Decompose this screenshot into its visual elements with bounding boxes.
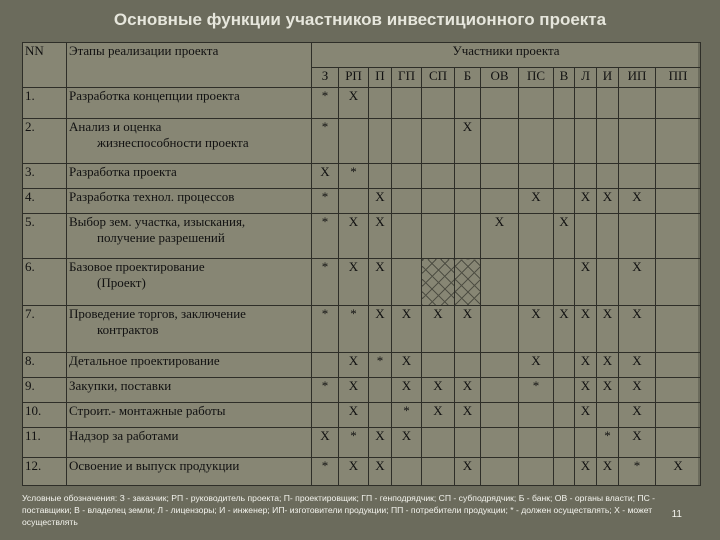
stage-label: Базовое проектирование (69, 259, 205, 275)
stage-label: Разработка технол. процессов (69, 189, 235, 205)
mark-cell: Х (339, 88, 369, 119)
mark-cell (519, 164, 554, 189)
mark-cell (369, 378, 392, 403)
mark-cell: Х (455, 306, 481, 353)
mark-cell (481, 457, 519, 485)
mark-cell: Х (455, 403, 481, 428)
col-header: Л (575, 68, 597, 88)
mark-cell (422, 214, 455, 259)
stage-label: Закупки, поставки (69, 378, 172, 394)
mark-cell (422, 457, 455, 485)
mark-cell: * (392, 403, 422, 428)
mark-cell (619, 164, 656, 189)
mark-cell (369, 164, 392, 189)
stage-cell (67, 259, 312, 306)
col-header: В (554, 68, 575, 88)
mark-cell: * (312, 306, 339, 353)
row-number: 9. (23, 378, 67, 403)
col-header: П (369, 68, 392, 88)
mark-cell (656, 88, 701, 119)
row-number: 6. (23, 259, 67, 306)
mark-cell (455, 428, 481, 457)
stage-cell (67, 164, 312, 189)
table-row (23, 119, 701, 164)
stage-label: Выбор зем. участка, изыскания, (69, 214, 246, 230)
mark-cell: * (312, 189, 339, 214)
mark-cell: Х (519, 353, 554, 378)
mark-cell (554, 457, 575, 485)
stage-label: (Проект) (97, 275, 146, 291)
mark-cell: Х (455, 119, 481, 164)
stage-cell (67, 353, 312, 378)
mark-cell (575, 428, 597, 457)
stage-cell (67, 306, 312, 353)
mark-cell: * (312, 378, 339, 403)
mark-cell: Х (339, 403, 369, 428)
col-header: ИП (619, 68, 656, 88)
functions-table (22, 42, 701, 486)
mark-cell: * (519, 378, 554, 403)
mark-cell (481, 164, 519, 189)
stage-label: Строит.- монтажные работы (69, 403, 226, 419)
mark-cell (554, 403, 575, 428)
stage-label: Разработка проекта (69, 164, 177, 180)
mark-cell (519, 88, 554, 119)
mark-cell (597, 164, 619, 189)
mark-cell: Х (455, 457, 481, 485)
mark-cell: Х (369, 306, 392, 353)
mark-cell (575, 88, 597, 119)
mark-cell (312, 403, 339, 428)
mark-cell (519, 214, 554, 259)
stage-cell (67, 214, 312, 259)
table-row (23, 428, 701, 457)
table-row (23, 403, 701, 428)
mark-cell (481, 403, 519, 428)
mark-cell: * (312, 259, 339, 306)
mark-cell (656, 306, 701, 353)
mark-cell (481, 378, 519, 403)
row-number: 7. (23, 306, 67, 353)
mark-cell: Х (575, 378, 597, 403)
stage-cell (67, 457, 312, 485)
mark-cell (455, 164, 481, 189)
mark-cell (392, 119, 422, 164)
mark-cell (597, 88, 619, 119)
mark-cell (481, 428, 519, 457)
mark-cell: Х (575, 353, 597, 378)
mark-cell (597, 403, 619, 428)
header-nn: NN (23, 43, 67, 88)
table-row (23, 214, 701, 259)
mark-cell: Х (392, 306, 422, 353)
table-row (23, 259, 701, 306)
table-row (23, 457, 701, 485)
mark-cell: Х (554, 306, 575, 353)
mark-cell (519, 457, 554, 485)
mark-cell: * (619, 457, 656, 485)
mark-cell (312, 353, 339, 378)
mark-cell: Х (554, 214, 575, 259)
row-number: 8. (23, 353, 67, 378)
mark-cell: Х (519, 306, 554, 353)
mark-cell (597, 214, 619, 259)
mark-cell (519, 119, 554, 164)
mark-cell: Х (392, 353, 422, 378)
mark-cell (554, 88, 575, 119)
row-number: 11. (23, 428, 67, 457)
mark-cell: Х (575, 306, 597, 353)
stage-cell (67, 88, 312, 119)
mark-cell: Х (369, 214, 392, 259)
mark-cell: Х (339, 457, 369, 485)
col-header: ГП (392, 68, 422, 88)
col-header: ПС (519, 68, 554, 88)
header-stages: Этапы реализации проекта (67, 43, 312, 88)
mark-cell: * (369, 353, 392, 378)
mark-cell: * (339, 428, 369, 457)
mark-cell: Х (597, 306, 619, 353)
mark-cell: Х (369, 259, 392, 306)
mark-cell: * (312, 214, 339, 259)
stage-cell (67, 403, 312, 428)
mark-cell (422, 88, 455, 119)
table-row (23, 306, 701, 353)
row-number: 1. (23, 88, 67, 119)
mark-cell (619, 119, 656, 164)
table-row (23, 353, 701, 378)
stage-label: контрактов (97, 322, 159, 338)
mark-cell (619, 88, 656, 119)
mark-cell (519, 403, 554, 428)
mark-cell: Х (575, 457, 597, 485)
stage-label: Проведение торгов, заключение (69, 306, 246, 322)
col-header: З (312, 68, 339, 88)
mark-cell (422, 353, 455, 378)
mark-cell (656, 214, 701, 259)
mark-cell (575, 119, 597, 164)
mark-cell: * (339, 306, 369, 353)
mark-cell: Х (575, 259, 597, 306)
stage-label: Освоение и выпуск продукции (69, 457, 240, 473)
mark-cell: Х (619, 378, 656, 403)
mark-cell: Х (339, 214, 369, 259)
mark-cell (455, 88, 481, 119)
mark-cell (554, 428, 575, 457)
mark-cell: Х (619, 428, 656, 457)
mark-cell (554, 189, 575, 214)
mark-cell: Х (575, 403, 597, 428)
row-number: 4. (23, 189, 67, 214)
mark-cell (656, 378, 701, 403)
mark-cell (554, 259, 575, 306)
table-row (23, 189, 701, 214)
mark-cell (455, 259, 481, 306)
stage-label: Надзор за работами (69, 428, 179, 444)
mark-cell (554, 119, 575, 164)
mark-cell (554, 378, 575, 403)
mark-cell (422, 119, 455, 164)
stage-label: жизнеспособности проекта (97, 135, 249, 151)
mark-cell (597, 119, 619, 164)
row-number: 2. (23, 119, 67, 164)
mark-cell (656, 119, 701, 164)
mark-cell (656, 403, 701, 428)
mark-cell: Х (656, 457, 701, 485)
mark-cell: Х (392, 378, 422, 403)
mark-cell (422, 189, 455, 214)
stage-label: получение разрешений (97, 230, 225, 246)
mark-cell (369, 403, 392, 428)
mark-cell: * (312, 119, 339, 164)
col-header: ОВ (481, 68, 519, 88)
mark-cell (554, 164, 575, 189)
mark-cell: Х (312, 164, 339, 189)
mark-cell: Х (392, 428, 422, 457)
stage-cell (67, 189, 312, 214)
mark-cell (519, 259, 554, 306)
mark-cell (481, 306, 519, 353)
mark-cell (481, 189, 519, 214)
mark-cell: Х (422, 403, 455, 428)
mark-cell (656, 353, 701, 378)
mark-cell: * (312, 88, 339, 119)
mark-cell (422, 164, 455, 189)
mark-cell: Х (619, 189, 656, 214)
mark-cell: Х (422, 378, 455, 403)
mark-cell: Х (339, 353, 369, 378)
mark-cell (656, 164, 701, 189)
mark-cell: Х (619, 259, 656, 306)
header-participants: Участники проекта (312, 43, 701, 68)
stage-label: Анализ и оценка (69, 119, 162, 135)
mark-cell: Х (597, 457, 619, 485)
functions-table-wrap (22, 42, 698, 486)
stage-cell (67, 428, 312, 457)
mark-cell: Х (519, 189, 554, 214)
mark-cell (481, 259, 519, 306)
mark-cell (554, 353, 575, 378)
mark-cell: Х (597, 189, 619, 214)
mark-cell: Х (339, 259, 369, 306)
legend-notes: Условные обозначения: З - заказчик; РП - руководитель проекта; П- проектировщик; ГП - генподрядчик; СП - субподрядчик; Б - банк; ОВ - органы власти; ПС - поставщики; В - владелец земли; Л - лицензоры; И - инженер; ИП- изготовители продукции; ПП - потребители продукции; * - должен осуществлять; Х - может осуществлять (22, 493, 656, 527)
mark-cell (369, 88, 392, 119)
table-row (23, 164, 701, 189)
mark-cell (392, 457, 422, 485)
mark-cell: Х (369, 457, 392, 485)
mark-cell (422, 259, 455, 306)
mark-cell (369, 119, 392, 164)
slide-title: Основные функции участников инвестиционного проекта (113, 10, 607, 29)
mark-cell: Х (455, 378, 481, 403)
mark-cell: * (597, 428, 619, 457)
mark-cell (422, 428, 455, 457)
mark-cell (392, 88, 422, 119)
mark-cell (339, 189, 369, 214)
stage-label: Детальное проектирование (69, 353, 220, 369)
mark-cell (392, 164, 422, 189)
stage-cell (67, 378, 312, 403)
mark-cell (481, 353, 519, 378)
mark-cell (597, 259, 619, 306)
mark-cell (575, 164, 597, 189)
row-number: 12. (23, 457, 67, 485)
mark-cell: Х (422, 306, 455, 353)
stage-label: Разработка концепции проекта (69, 88, 240, 103)
mark-cell (619, 214, 656, 259)
mark-cell: * (339, 164, 369, 189)
mark-cell (339, 119, 369, 164)
mark-cell: Х (619, 306, 656, 353)
mark-cell: Х (369, 428, 392, 457)
mark-cell: Х (369, 189, 392, 214)
mark-cell (656, 259, 701, 306)
table-row (23, 88, 701, 119)
col-header: Б (455, 68, 481, 88)
mark-cell (392, 214, 422, 259)
mark-cell (392, 259, 422, 306)
mark-cell: Х (575, 189, 597, 214)
mark-cell: Х (597, 353, 619, 378)
mark-cell: Х (619, 403, 656, 428)
mark-cell (455, 189, 481, 214)
mark-cell (656, 189, 701, 214)
col-header: СП (422, 68, 455, 88)
col-header: ПП (656, 68, 701, 88)
mark-cell: Х (339, 378, 369, 403)
mark-cell: * (312, 457, 339, 485)
mark-cell (392, 189, 422, 214)
mark-cell: Х (619, 353, 656, 378)
row-number: 10. (23, 403, 67, 428)
mark-cell (481, 119, 519, 164)
mark-cell: Х (481, 214, 519, 259)
table-row (23, 378, 701, 403)
mark-cell (455, 214, 481, 259)
mark-cell: Х (312, 428, 339, 457)
stage-cell (67, 119, 312, 164)
mark-cell (656, 428, 701, 457)
row-number: 5. (23, 214, 67, 259)
mark-cell (519, 428, 554, 457)
row-number: 3. (23, 164, 67, 189)
col-header: И (597, 68, 619, 88)
table-body (23, 88, 701, 486)
mark-cell (481, 88, 519, 119)
col-header: РП (339, 68, 369, 88)
mark-cell (575, 214, 597, 259)
page-number: 11 (671, 509, 682, 520)
mark-cell (455, 353, 481, 378)
mark-cell: Х (597, 378, 619, 403)
